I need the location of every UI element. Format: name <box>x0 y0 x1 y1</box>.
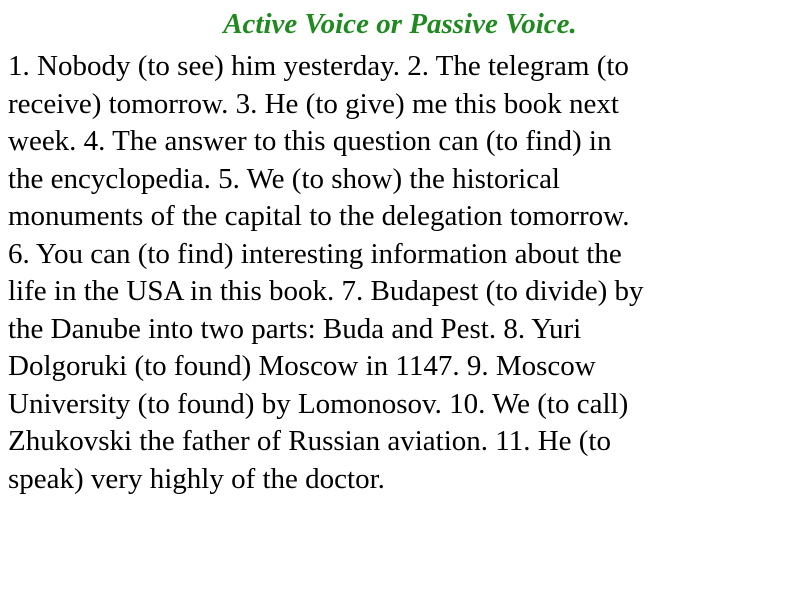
exercise-line: 1. Nobody (to see) him yesterday. 2. The telegram (to <box>8 50 629 82</box>
exercise-line: University (to found) by Lomonosov. 10. We (to call) <box>8 387 629 420</box>
exercise-line: the Danube into two parts: Buda and Pest. 8. Yuri <box>8 312 582 345</box>
exercise-line: receive) tomorrow. 3. He (to give) me this book next <box>8 87 619 120</box>
exercise-line: monuments of the capital to the delegation tomorrow. <box>8 200 630 232</box>
exercise-text <box>8 48 794 498</box>
slide-title: Active Voice or Passive Voice. <box>223 8 577 40</box>
exercise-line: Zhukovski the father of Russian aviation. 11. He (to <box>8 425 611 457</box>
exercise-line: week. 4. The answer to this question can (to find) in <box>8 125 612 157</box>
exercise-line: 6. You can (to find) interesting information about the <box>8 237 622 270</box>
exercise-line: life in the USA in this book. 7. Budapest (to divide) by <box>8 275 644 307</box>
exercise-line: speak) very highly of the doctor. <box>8 462 385 495</box>
exercise-line: the encyclopedia. 5. We (to show) the historical <box>8 162 560 195</box>
exercise-line: Dolgoruki (to found) Moscow in 1147. 9. Moscow <box>8 350 596 382</box>
